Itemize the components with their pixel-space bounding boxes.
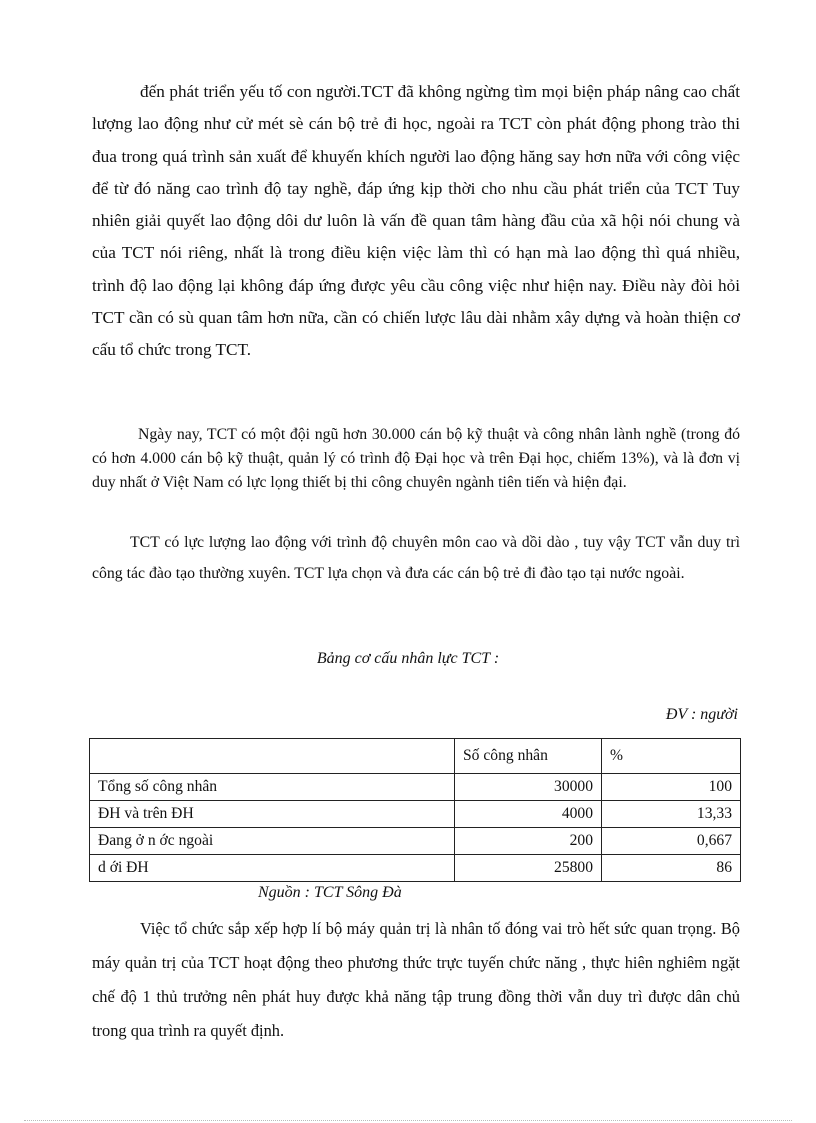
table-header-row (90, 739, 741, 774)
workforce-table (89, 738, 741, 882)
table-row (90, 828, 741, 855)
table-cell-count: 25800 (455, 855, 602, 882)
table-header-cell: % (602, 739, 741, 774)
table-caption: Bảng cơ cấu nhân lực TCT : (316, 650, 500, 667)
table-header-cell: Số công nhân (455, 739, 602, 774)
paragraph-management-structure: Việc tổ chức sắp xếp hợp lí bộ máy quản trị là nhân tố đóng vai trò hết sức quan trọng. Bộ máy quản trị của TCT hoạt động theo phương thức trực tuyến chức năng , thực hiên nghiêm ngặt chế độ 1 thủ trưởng nên phát huy được khả năng tập trung đồng thời vẫn duy trì được dân chủ trong qua trình ra quyết định. (92, 919, 740, 1040)
table-source-note: Nguồn : TCT Sông Đà (258, 884, 402, 901)
paragraph-workforce-development: đến phát triển yếu tố con người.TCT đã không ngừng tìm mọi biện pháp nâng cao chất lượng lao động như cử mét sè cán bộ trẻ đi học, ngoài ra TCT còn phát động phong trào thi đua trong quá trình sản xuất để khuyến khích người lao động hăng say hơn nữa với công việc để từ đó năng cao trình độ tay nghề, đáp ứng kịp thời cho nhu cầu phát triển của TCT Tuy nhiên giải quyết lao động dôi dư luôn là vấn đề quan tâm hàng đầu của xã hội nói chung và của TCT nói riêng, nhất là trong điều kiện việc làm thì có hạn mà lao động thì quá nhiều, trình độ lao động lại không đáp ứng được yêu cầu công việc như hiện nay. Điều này đòi hỏi TCT cần có sù quan tâm hơn nữa, cần có chiến lược lâu dài nhằm xây dựng và hoàn thiện cơ cấu tổ chức trong TCT. (92, 82, 740, 360)
table-cell-percent: 100 (602, 774, 741, 801)
table-cell-count: 4000 (455, 801, 602, 828)
table-cell-label: Đang ở n ớc ngoài (90, 828, 455, 855)
table-cell-count: 30000 (455, 774, 602, 801)
table-cell-percent: 86 (602, 855, 741, 882)
table-cell-percent: 13,33 (602, 801, 741, 828)
table-row (90, 801, 741, 828)
table-row (90, 774, 741, 801)
page-footer-divider (24, 1120, 792, 1121)
table-unit-label: ĐV : người (665, 706, 738, 723)
table-cell-label: d ới ĐH (90, 855, 455, 882)
paragraph-workforce-size: Ngày nay, TCT có một đội ngũ hơn 30.000 cán bộ kỹ thuật và công nhân lành nghề (trong đó có hơn 4.000 cán bộ kỹ thuật, quản lý có trình độ Đại học và trên Đại học, chiếm 13%), và là đơn vị duy nhất ở Việt Nam có lực lọng thiết bị thi công chuyên ngành tiên tiến và hiện đại. (92, 426, 740, 491)
table-cell-label: Tổng số công nhân (90, 774, 455, 801)
table-header-cell (90, 739, 455, 774)
table-cell-label: ĐH và trên ĐH (90, 801, 455, 828)
table-row (90, 855, 741, 882)
table-cell-count: 200 (455, 828, 602, 855)
paragraph-training: TCT có lực lượng lao động với trình độ chuyên môn cao và dồi dào , tuy vậy TCT vẫn duy trì công tác đào tạo thường xuyên. TCT lựa chọn và đưa các cán bộ trẻ đi đào tạo tại nước ngoài. (92, 534, 740, 582)
table-cell-percent: 0,667 (602, 828, 741, 855)
